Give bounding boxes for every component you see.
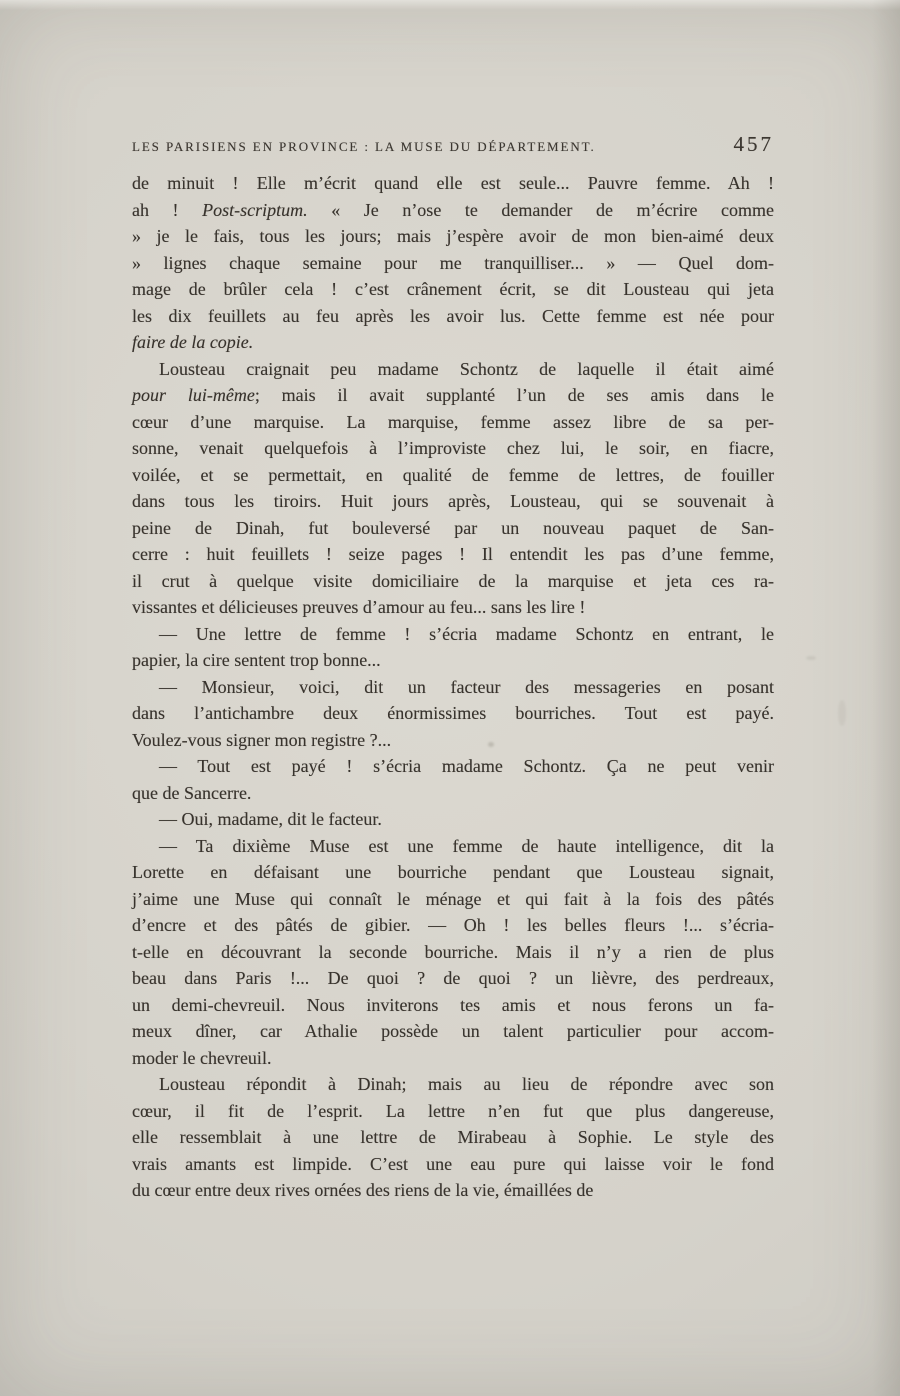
paragraph — [132, 753, 774, 806]
scan-speck — [838, 700, 846, 726]
text-line: peine de Dinah, fut bouleversé par un nouveau paquet de San- — [132, 517, 774, 538]
text-line: il crut à quelque visite domiciliaire de la marquise et jeta ces ra- — [132, 570, 774, 591]
page-number: 457 — [733, 132, 774, 156]
text-line: voilée, et se permettait, en qualité de femme de lettres, de fouiller — [132, 464, 774, 485]
text-line: d’encre et des pâtés de gibier. — Oh ! les belles fleurs !... s’écria- — [132, 915, 774, 935]
text-block — [132, 132, 774, 1204]
text-line: mage de brûler cela ! c’est crânement écrit, se dit Lousteau qui jeta — [132, 279, 774, 299]
text-line: elle ressemblait à une lettre de Mirabeau à Sophie. Le style des — [132, 1127, 774, 1147]
paragraph — [132, 621, 774, 674]
text-line: Lousteau craignait peu madame Schontz de laquelle il était aimé — [159, 358, 774, 379]
text-line: beau dans Paris !... De quoi ? de quoi ? un lièvre, des perdreaux, — [132, 968, 774, 988]
text-line: » lignes chaque semaine pour me tranquilliser... » — Quel dom- — [132, 252, 774, 273]
scan-speck — [806, 656, 816, 660]
text-line: cœur d’une marquise. La marquise, femme assez libre de sa per- — [132, 411, 774, 432]
text-line: dans tous les tiroirs. Huit jours après, Lousteau, qui se souvenait à — [132, 491, 774, 511]
text-line: vissantes et délicieuses preuves d’amour au feu... sans les lire ! — [132, 597, 586, 617]
text-line: papier, la cire sentent trop bonne... — [132, 650, 381, 670]
running-title: LES PARISIENS EN PROVINCE : LA MUSE DU DÉPARTEMENT. — [132, 139, 596, 154]
text-line: cœur, il fit de l’esprit. La lettre n’en fut que plus dangereuse, — [132, 1100, 774, 1121]
text-line: j’aime une Muse qui connaît le ménage et qui fait à la fois des pâtés — [132, 888, 774, 909]
paragraph — [132, 806, 774, 833]
paragraph — [132, 833, 774, 1072]
text-line: les dix feuillets au feu après les avoir lus. Cette femme est née pour — [132, 305, 774, 326]
page-header — [132, 132, 774, 157]
text-line: Lorette en défaisant une bourriche pendant que Lousteau signait, — [132, 862, 774, 882]
text-line: que de Sancerre. — [132, 782, 252, 803]
paragraph — [132, 170, 774, 356]
text-line: Lousteau répondit à Dinah; mais au lieu de répondre avec son — [159, 1074, 774, 1094]
paragraph — [132, 356, 774, 621]
text-line: Voulez-vous signer mon registre ?... — [132, 729, 392, 750]
text-line: faire de la copie. — [132, 332, 254, 352]
text-line: — Oui, madame, dit le facteur. — [159, 809, 382, 829]
text-line: pour lui-même; mais il avait supplanté l’un de ses amis dans le — [132, 385, 774, 405]
text-line: meux dîner, car Athalie possède un talent particulier pour accom- — [132, 1021, 774, 1041]
paragraph — [132, 1071, 774, 1204]
text-line: un demi-chevreuil. Nous inviterons tes amis et nous ferons un fa- — [132, 994, 774, 1015]
text-line: — Ta dixième Muse est une femme de haute intelligence, dit la — [159, 835, 774, 856]
text-line: — Monsieur, voici, dit un facteur des messageries en posant — [159, 676, 774, 697]
text-line: — Tout est payé ! s’écria madame Schontz. Ça ne peut venir — [159, 756, 774, 776]
text-line: t-elle en découvrant la seconde bourriche. Mais il n’y a rien de plus — [132, 941, 774, 962]
text-line: cerre : huit feuillets ! seize pages ! Il entendit les pas d’une femme, — [132, 544, 774, 564]
paragraph — [132, 674, 774, 754]
text-line: dans l’antichambre deux énormissimes bourriches. Tout est payé. — [132, 703, 774, 723]
text-line: vrais amants est limpide. C’est une eau pure qui laisse voir le fond — [132, 1153, 774, 1174]
text-line: » je le fais, tous les jours; mais j’espère avoir de mon bien-aimé deux — [132, 226, 774, 246]
text-line: du cœur entre deux rives ornées des riens de la vie, émaillées de — [132, 1180, 594, 1200]
text-line: de minuit ! Elle m’écrit quand elle est seule... Pauvre femme. Ah ! — [132, 173, 774, 193]
page-text — [132, 170, 774, 1204]
text-line: ah ! Post-scriptum. « Je n’ose te demander de m’écrire comme — [132, 199, 775, 220]
text-line: moder le chevreuil. — [132, 1047, 272, 1068]
text-line: — Une lettre de femme ! s’écria madame Schontz en entrant, le — [159, 623, 774, 644]
text-line: sonne, venait quelquefois à l’improviste chez lui, le soir, en fiacre, — [132, 438, 774, 458]
